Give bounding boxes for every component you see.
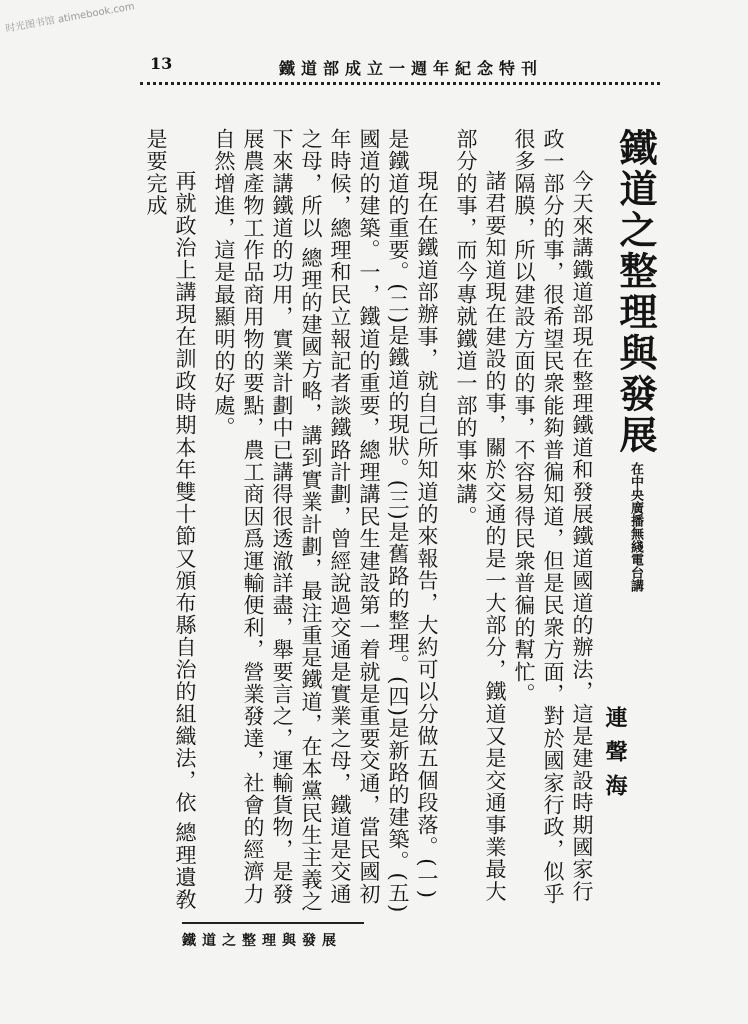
watermark: 时光图书馆 atimebook.com — [4, 1, 136, 35]
article-title: 鐵道之整理與發展 — [613, 128, 658, 456]
article-body — [120, 128, 658, 918]
author-name: 連聲海 — [602, 706, 628, 808]
paragraph-2: 諸君要知道現在建設的事，關於交通的是一大部分，鐵道又是交通事業最大部分的事，而今專就鐵道一部的事來講。 — [454, 128, 507, 903]
footer-divider — [182, 922, 364, 924]
footer-title: 鐵道之整理與發展 — [182, 933, 342, 949]
paragraph-4: 再就政治上講現在訓政時期本年雙十節又頒布縣自治的組織法，依 總理遺敎是要完成 — [144, 128, 197, 911]
title-note: 在中央廣播無綫電台講 — [628, 462, 643, 592]
running-title: 鐵道部成立一週年紀念特刊 — [278, 59, 543, 78]
paragraph-3: 現在在鐵道部辦事，就自己所知道的來報告，大約可以分做五個段落。(一)是鐵道的重要。(二)是鐵道的現狀。(三)是舊路的整理。(四)是新路的建築。(五)國道的建築。一，鐵道的重要，總理講民生建設第一着就是重要交通，當民國初年時候，總理和民立報記者談鐵路計劃，曾經說過交通是實業之母，鐵道是交通之母，所以 總理的建國方略，講到實業計劃，最注重是鐵道，在本黨民生主義之下來講鐵道的功用，實業計劃中已講得很透澈詳盡，舉要言之，運輸貨物，是發展農產物工作品商用物的要點，農工商因爲運輸便利，營業發達，社會的經濟力自然增進，這是最顯明的好處。 — [212, 128, 439, 914]
paragraph-1: 今天來講鐵道部現在整理鐵道和發展鐵道國道的辦法，這是建設時期國家行政一部分的事，很希望民衆能夠普徧知道，但是民衆方面，對於國家行政，似乎很多隔膜，所以建設方面的事，不容易得民衆普徧的幫忙。 — [512, 128, 594, 905]
page-number: 13 — [150, 54, 173, 73]
header-divider — [140, 82, 660, 85]
